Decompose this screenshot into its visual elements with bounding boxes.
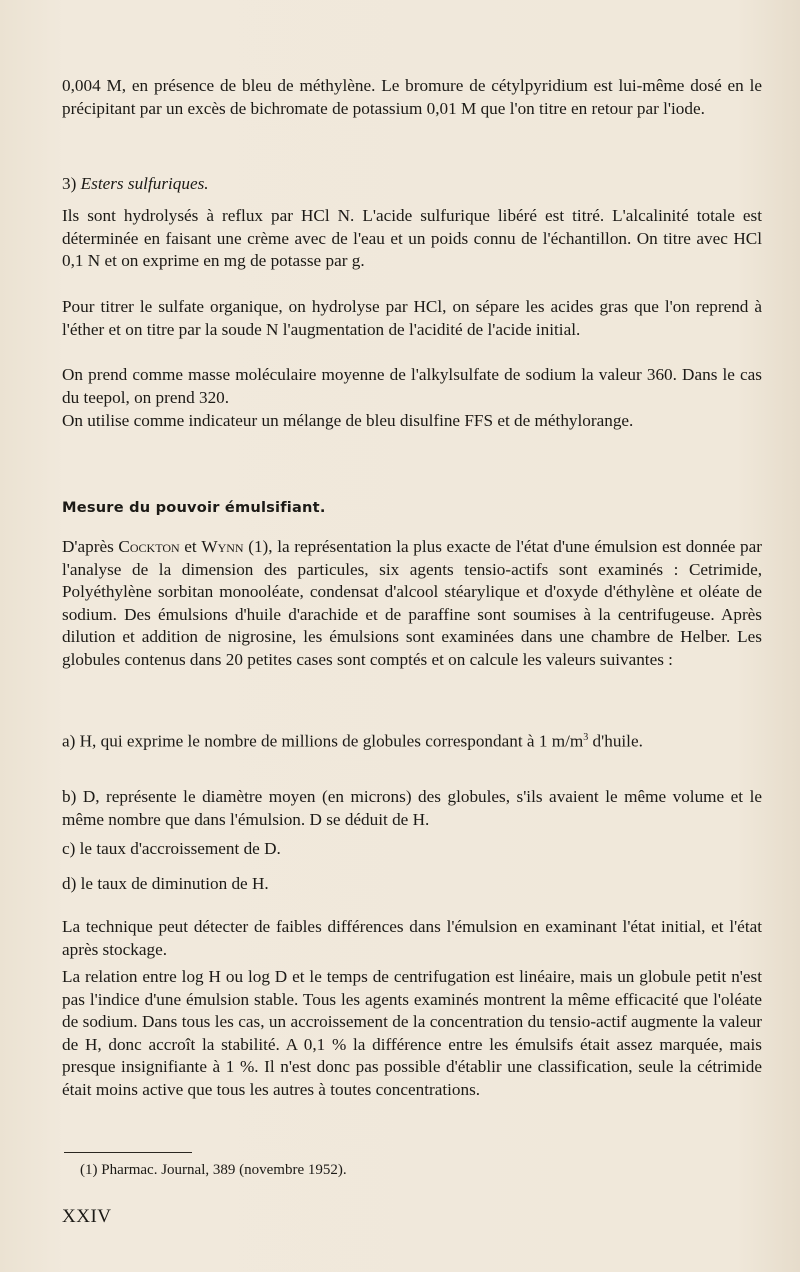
paragraph-text: La relation entre log H ou log D et le temps de centrifugation est linéaire, mais un globule petit n'est pas l'indice d'une émulsion stable. Tous les agents examinés montrent la même efficacité que l'oléate de sodium. Dans tous les cas, un accroissement de la concentration du tensio-actif augmente la valeur de H, donc accroît la stabilité. A 0,1 % la différence entre les émulsifs était assez marquée, mais presque insignifiante à 1 %. Il n'est donc pas possible d'établir une classification, seule la cétrimide était moins active que tous les autres à toutes concentrations. [62, 967, 762, 1099]
page-number: XXIV [62, 1206, 112, 1227]
author-name: Cockton [118, 537, 180, 556]
section-title-text: Esters sulfuriques. [80, 174, 209, 193]
text-segment: (1), la représentation la plus exacte de l'état d'une émulsion est donnée par l'analyse de la dimension des particules, six agents tensio-actifs sont examinés : Cetrimide, Polyéthylène sorbitan monooléate, condensat d'alcool stéarylique et d'oxyde d'éthylène et oléate de sodium. Des émulsions d'huile d'arachide et de paraffine sont soumises à la centrifugeuse. Après dilution et addition de nigrosine, les émulsions sont examinées dans une chambre de Helber. Les globules contenus dans 20 petites cases sont comptés et on calcule les valeurs suivantes : [62, 537, 763, 669]
paragraph-masse-moleculaire [62, 364, 762, 409]
list-item-text: a) H, qui exprime le nombre de millions de globules correspondant à 1 m/m [62, 731, 584, 751]
paragraph-bromure [62, 75, 762, 120]
heading-mesure-pouvoir: Mesure du pouvoir émulsifiant. [62, 499, 326, 516]
superscript: 3 [583, 732, 589, 743]
paragraph-text: Pour titrer le sulfate organique, on hydrolyse par HCl, on sépare les acides gras que l'on reprend à l'éther et on titre par la soude N l'augmentation de l'acidité de l'acide initial. [62, 297, 762, 339]
list-item-text: c) le taux d'accroissement de D. [62, 839, 281, 858]
paragraph-text: On prend comme masse moléculaire moyenne de l'alkylsulfate de sodium la valeur 360. Dans le cas du teepol, on prend 320. [62, 365, 762, 407]
list-item-text: b) D, représente le diamètre moyen (en microns) des globules, s'ils avaient le même volume et le même nombre que dans l'émulsion. D se déduit de H. [62, 787, 762, 829]
paragraph-text: On utilise comme indicateur un mélange de bleu disulfine FFS et de méthylorange. [62, 411, 634, 430]
paragraph-sulfate-organique [62, 296, 762, 341]
footnote: (1) Pharmac. Journal, 389 (novembre 1952). [80, 1162, 347, 1178]
section-number: 3) [62, 174, 81, 193]
paragraph-cockton-wynn [62, 536, 762, 672]
paragraph-text: Ils sont hydrolysés à reflux par HCl N. L'acide sulfurique libéré est titré. L'alcalinité totale est déterminée en faisant une crème avec de l'eau et un poids connu de l'échantillon. On titre avec HCl 0,1 N et on exprime en mg de potasse par g. [62, 206, 762, 271]
paragraph-text: La technique peut détecter de faibles différences dans l'émulsion en examinant l'état initial, et l'état après stockage. [62, 917, 762, 959]
text-segment: et [179, 537, 202, 556]
list-item-text: d'huile. [588, 731, 643, 751]
text-segment: D'après [62, 537, 119, 556]
paragraph-hydrolyse [62, 205, 762, 273]
list-item-a [62, 727, 762, 753]
paragraph-technique [62, 916, 762, 961]
footnote-divider [64, 1152, 192, 1153]
paragraph-indicateur [62, 410, 762, 433]
section-title-esters [62, 173, 762, 196]
paragraph-text: 0,004 M, en présence de bleu de méthylène. Le bromure de cétylpyridium est lui-même dosé en le précipitant par un excès de bichromate de potassium 0,01 M que l'on titre en retour par l'iode. [62, 76, 762, 118]
author-name: Wynn [201, 537, 244, 556]
list-item-d [62, 873, 762, 896]
list-item-c [62, 838, 762, 861]
list-item-b [62, 786, 762, 831]
list-item-text: d) le taux de diminution de H. [62, 874, 269, 893]
paragraph-relation-log [62, 966, 762, 1102]
